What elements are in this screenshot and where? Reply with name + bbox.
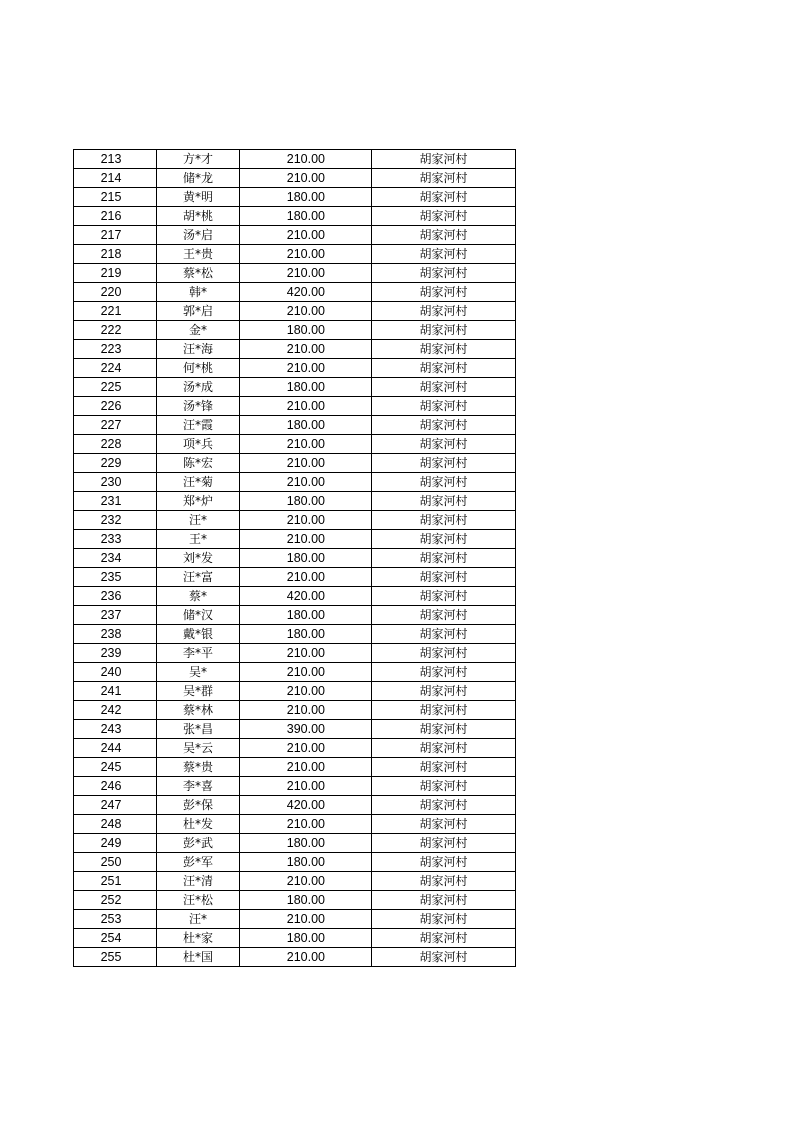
name-cell: 韩*	[157, 283, 240, 302]
name-cell: 胡*桃	[157, 207, 240, 226]
name-cell: 王*	[157, 530, 240, 549]
row-number-cell: 222	[74, 321, 157, 340]
name-cell: 汪*霞	[157, 416, 240, 435]
name-cell: 彭*武	[157, 834, 240, 853]
name-cell: 储*汉	[157, 606, 240, 625]
row-number-cell: 223	[74, 340, 157, 359]
table-row	[74, 169, 516, 188]
village-cell: 胡家河村	[372, 625, 516, 644]
name-cell: 汪*富	[157, 568, 240, 587]
amount-cell: 180.00	[240, 207, 372, 226]
name-cell: 汪*	[157, 511, 240, 530]
table-row	[74, 758, 516, 777]
row-number-cell: 250	[74, 853, 157, 872]
name-cell: 汪*菊	[157, 473, 240, 492]
row-number-cell: 219	[74, 264, 157, 283]
table-row	[74, 853, 516, 872]
amount-cell: 210.00	[240, 245, 372, 264]
village-cell: 胡家河村	[372, 454, 516, 473]
village-cell: 胡家河村	[372, 473, 516, 492]
table-row	[74, 834, 516, 853]
name-cell: 彭*军	[157, 853, 240, 872]
amount-cell: 180.00	[240, 321, 372, 340]
village-cell: 胡家河村	[372, 948, 516, 967]
row-number-cell: 218	[74, 245, 157, 264]
name-cell: 陈*宏	[157, 454, 240, 473]
row-number-cell: 251	[74, 872, 157, 891]
name-cell: 蔡*贵	[157, 758, 240, 777]
name-cell: 吴*	[157, 663, 240, 682]
table-row	[74, 777, 516, 796]
table-row	[74, 948, 516, 967]
row-number-cell: 220	[74, 283, 157, 302]
village-cell: 胡家河村	[372, 359, 516, 378]
name-cell: 汪*	[157, 910, 240, 929]
village-cell: 胡家河村	[372, 796, 516, 815]
table-row	[74, 682, 516, 701]
table-row	[74, 188, 516, 207]
row-number-cell: 227	[74, 416, 157, 435]
amount-cell: 210.00	[240, 454, 372, 473]
row-number-cell: 225	[74, 378, 157, 397]
amount-cell: 420.00	[240, 283, 372, 302]
row-number-cell: 233	[74, 530, 157, 549]
village-cell: 胡家河村	[372, 549, 516, 568]
table-row	[74, 891, 516, 910]
village-cell: 胡家河村	[372, 283, 516, 302]
table-row	[74, 416, 516, 435]
row-number-cell: 254	[74, 929, 157, 948]
name-cell: 蔡*	[157, 587, 240, 606]
name-cell: 李*平	[157, 644, 240, 663]
village-cell: 胡家河村	[372, 758, 516, 777]
row-number-cell: 234	[74, 549, 157, 568]
row-number-cell: 217	[74, 226, 157, 245]
amount-cell: 210.00	[240, 663, 372, 682]
village-cell: 胡家河村	[372, 929, 516, 948]
name-cell: 杜*发	[157, 815, 240, 834]
name-cell: 储*龙	[157, 169, 240, 188]
table-row	[74, 283, 516, 302]
amount-cell: 210.00	[240, 169, 372, 188]
row-number-cell: 255	[74, 948, 157, 967]
amount-cell: 210.00	[240, 435, 372, 454]
amount-cell: 180.00	[240, 891, 372, 910]
row-number-cell: 215	[74, 188, 157, 207]
amount-cell: 210.00	[240, 264, 372, 283]
village-cell: 胡家河村	[372, 853, 516, 872]
name-cell: 吴*群	[157, 682, 240, 701]
amount-cell: 210.00	[240, 644, 372, 663]
row-number-cell: 248	[74, 815, 157, 834]
row-number-cell: 226	[74, 397, 157, 416]
table-row	[74, 359, 516, 378]
name-cell: 戴*银	[157, 625, 240, 644]
table-row	[74, 606, 516, 625]
name-cell: 蔡*松	[157, 264, 240, 283]
amount-cell: 180.00	[240, 378, 372, 397]
row-number-cell: 253	[74, 910, 157, 929]
name-cell: 王*贵	[157, 245, 240, 264]
row-number-cell: 241	[74, 682, 157, 701]
name-cell: 汪*海	[157, 340, 240, 359]
row-number-cell: 221	[74, 302, 157, 321]
amount-cell: 210.00	[240, 340, 372, 359]
village-cell: 胡家河村	[372, 587, 516, 606]
subsidy-table	[73, 149, 516, 967]
name-cell: 刘*发	[157, 549, 240, 568]
name-cell: 杜*国	[157, 948, 240, 967]
row-number-cell: 236	[74, 587, 157, 606]
amount-cell: 180.00	[240, 549, 372, 568]
name-cell: 汤*锋	[157, 397, 240, 416]
village-cell: 胡家河村	[372, 720, 516, 739]
village-cell: 胡家河村	[372, 568, 516, 587]
table-row	[74, 796, 516, 815]
amount-cell: 420.00	[240, 796, 372, 815]
row-number-cell: 235	[74, 568, 157, 587]
village-cell: 胡家河村	[372, 530, 516, 549]
amount-cell: 210.00	[240, 359, 372, 378]
table-row	[74, 150, 516, 169]
amount-cell: 210.00	[240, 701, 372, 720]
row-number-cell: 231	[74, 492, 157, 511]
amount-cell: 210.00	[240, 910, 372, 929]
name-cell: 蔡*林	[157, 701, 240, 720]
table-row	[74, 872, 516, 891]
village-cell: 胡家河村	[372, 378, 516, 397]
amount-cell: 210.00	[240, 758, 372, 777]
row-number-cell: 229	[74, 454, 157, 473]
table-row	[74, 378, 516, 397]
amount-cell: 210.00	[240, 473, 372, 492]
name-cell: 杜*家	[157, 929, 240, 948]
row-number-cell: 230	[74, 473, 157, 492]
table-row	[74, 815, 516, 834]
amount-cell: 180.00	[240, 834, 372, 853]
village-cell: 胡家河村	[372, 340, 516, 359]
table-row	[74, 663, 516, 682]
village-cell: 胡家河村	[372, 302, 516, 321]
table-row	[74, 739, 516, 758]
village-cell: 胡家河村	[372, 397, 516, 416]
table-row	[74, 454, 516, 473]
village-cell: 胡家河村	[372, 815, 516, 834]
amount-cell: 210.00	[240, 815, 372, 834]
table-row	[74, 720, 516, 739]
village-cell: 胡家河村	[372, 207, 516, 226]
name-cell: 项*兵	[157, 435, 240, 454]
name-cell: 黄*明	[157, 188, 240, 207]
village-cell: 胡家河村	[372, 188, 516, 207]
table-row	[74, 549, 516, 568]
village-cell: 胡家河村	[372, 226, 516, 245]
table-row	[74, 397, 516, 416]
village-cell: 胡家河村	[372, 169, 516, 188]
amount-cell: 180.00	[240, 853, 372, 872]
village-cell: 胡家河村	[372, 245, 516, 264]
village-cell: 胡家河村	[372, 150, 516, 169]
row-number-cell: 237	[74, 606, 157, 625]
table-row	[74, 530, 516, 549]
amount-cell: 180.00	[240, 416, 372, 435]
name-cell: 张*昌	[157, 720, 240, 739]
table-row	[74, 644, 516, 663]
name-cell: 彭*保	[157, 796, 240, 815]
village-cell: 胡家河村	[372, 511, 516, 530]
table-row	[74, 340, 516, 359]
table-row	[74, 910, 516, 929]
amount-cell: 210.00	[240, 397, 372, 416]
name-cell: 郑*炉	[157, 492, 240, 511]
amount-cell: 210.00	[240, 682, 372, 701]
row-number-cell: 224	[74, 359, 157, 378]
village-cell: 胡家河村	[372, 777, 516, 796]
amount-cell: 210.00	[240, 530, 372, 549]
village-cell: 胡家河村	[372, 606, 516, 625]
village-cell: 胡家河村	[372, 891, 516, 910]
village-cell: 胡家河村	[372, 872, 516, 891]
amount-cell: 210.00	[240, 511, 372, 530]
row-number-cell: 232	[74, 511, 157, 530]
table-row	[74, 492, 516, 511]
row-number-cell: 240	[74, 663, 157, 682]
name-cell: 何*桃	[157, 359, 240, 378]
name-cell: 汤*启	[157, 226, 240, 245]
table-row	[74, 929, 516, 948]
village-cell: 胡家河村	[372, 663, 516, 682]
name-cell: 汪*松	[157, 891, 240, 910]
village-cell: 胡家河村	[372, 264, 516, 283]
row-number-cell: 247	[74, 796, 157, 815]
table-row	[74, 511, 516, 530]
row-number-cell: 239	[74, 644, 157, 663]
row-number-cell: 252	[74, 891, 157, 910]
amount-cell: 180.00	[240, 606, 372, 625]
row-number-cell: 228	[74, 435, 157, 454]
village-cell: 胡家河村	[372, 910, 516, 929]
village-cell: 胡家河村	[372, 834, 516, 853]
table-row	[74, 568, 516, 587]
name-cell: 金*	[157, 321, 240, 340]
village-cell: 胡家河村	[372, 701, 516, 720]
table-row	[74, 587, 516, 606]
table-row	[74, 321, 516, 340]
table-row	[74, 264, 516, 283]
village-cell: 胡家河村	[372, 644, 516, 663]
amount-cell: 420.00	[240, 587, 372, 606]
name-cell: 郭*启	[157, 302, 240, 321]
amount-cell: 210.00	[240, 150, 372, 169]
amount-cell: 210.00	[240, 948, 372, 967]
name-cell: 方*才	[157, 150, 240, 169]
name-cell: 李*喜	[157, 777, 240, 796]
row-number-cell: 243	[74, 720, 157, 739]
row-number-cell: 246	[74, 777, 157, 796]
row-number-cell: 245	[74, 758, 157, 777]
amount-cell: 210.00	[240, 739, 372, 758]
table-body	[74, 150, 516, 967]
table-row	[74, 302, 516, 321]
row-number-cell: 216	[74, 207, 157, 226]
table-row	[74, 701, 516, 720]
table-row	[74, 245, 516, 264]
name-cell: 吴*云	[157, 739, 240, 758]
row-number-cell: 242	[74, 701, 157, 720]
village-cell: 胡家河村	[372, 682, 516, 701]
amount-cell: 210.00	[240, 302, 372, 321]
village-cell: 胡家河村	[372, 492, 516, 511]
table-row	[74, 473, 516, 492]
row-number-cell: 213	[74, 150, 157, 169]
table-row	[74, 435, 516, 454]
row-number-cell: 238	[74, 625, 157, 644]
amount-cell: 210.00	[240, 872, 372, 891]
village-cell: 胡家河村	[372, 435, 516, 454]
village-cell: 胡家河村	[372, 416, 516, 435]
village-cell: 胡家河村	[372, 739, 516, 758]
row-number-cell: 214	[74, 169, 157, 188]
table-row	[74, 226, 516, 245]
row-number-cell: 244	[74, 739, 157, 758]
name-cell: 汤*成	[157, 378, 240, 397]
amount-cell: 210.00	[240, 226, 372, 245]
row-number-cell: 249	[74, 834, 157, 853]
name-cell: 汪*清	[157, 872, 240, 891]
amount-cell: 180.00	[240, 929, 372, 948]
village-cell: 胡家河村	[372, 321, 516, 340]
amount-cell: 210.00	[240, 568, 372, 587]
table-row	[74, 625, 516, 644]
amount-cell: 180.00	[240, 492, 372, 511]
amount-cell: 390.00	[240, 720, 372, 739]
amount-cell: 180.00	[240, 188, 372, 207]
amount-cell: 180.00	[240, 625, 372, 644]
amount-cell: 210.00	[240, 777, 372, 796]
table-row	[74, 207, 516, 226]
